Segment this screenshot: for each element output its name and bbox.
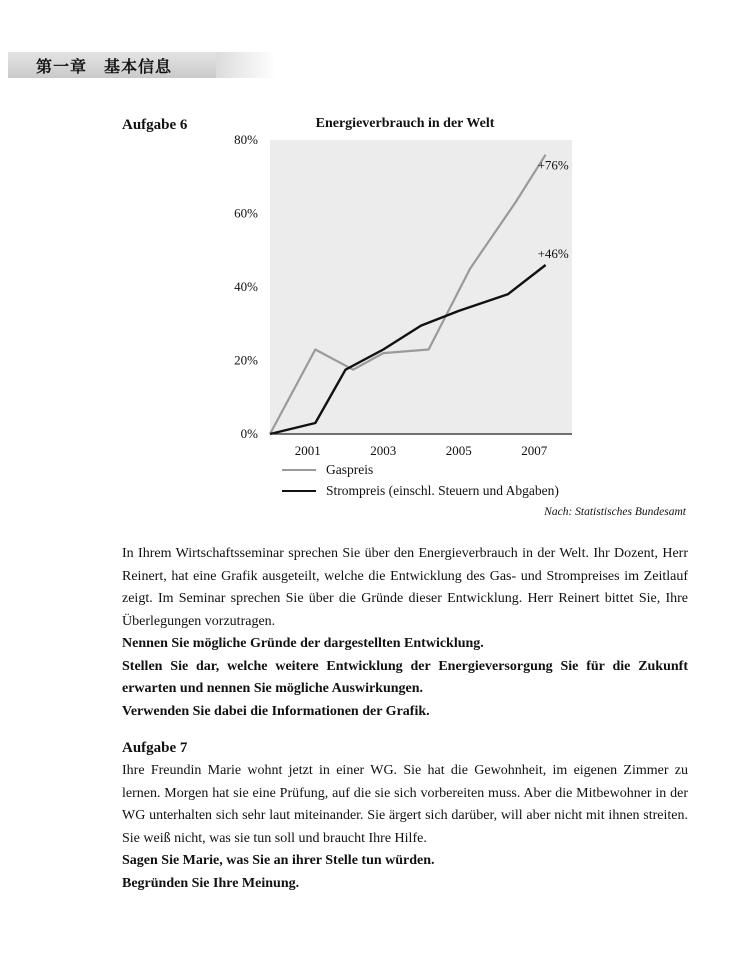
x-tick-label: 2001 bbox=[294, 443, 321, 458]
x-tick-label: 2005 bbox=[445, 443, 472, 458]
task-7-instruction-1: Sagen Sie Marie, was Sie an ihrer Stelle tun würden. bbox=[122, 853, 435, 868]
y-tick-label: 0% bbox=[240, 426, 258, 441]
chart-title: Energieverbrauch in der Welt bbox=[315, 116, 495, 131]
y-tick-label: 40% bbox=[234, 279, 258, 294]
chapter-title: 第一章 基本信息 bbox=[36, 57, 173, 76]
y-tick-label: 80% bbox=[234, 132, 258, 147]
task-7-intro: Ihre Freundin Marie wohnt jetzt in einer WG. Sie hat die Gewohnheit, im eigenen Zimmer zu lernen. Morgen hat sie eine Prüfung, auf die sie sich vorbereiten muss. Aber die Mitbewohner in der WG unterhalten sich sehr laut miteinander. Sie ärgert sich darüber, will aber nicht mit ihnen streiten. Sie weiß nicht, was sie tun soll und braucht Ihre Hilfe. bbox=[122, 763, 688, 846]
x-tick-label: 2003 bbox=[370, 443, 397, 458]
series-end-label: +46% bbox=[537, 245, 569, 261]
legend-label-gas: Gaspreis bbox=[326, 462, 374, 477]
chart-source: Nach: Statistisches Bundesamt bbox=[544, 506, 686, 518]
task-7-instruction-2: Begründen Sie Ihre Meinung. bbox=[122, 875, 300, 891]
y-tick-label: 20% bbox=[234, 352, 258, 368]
legend-swatch-gas bbox=[282, 469, 316, 471]
task-6-intro: In Ihrem Wirtschaftsseminar sprechen Sie über den Energieverbrauch in der Welt. Ihr Dozent, Herr Reinert, hat eine Grafik ausgeteilt, welche die Entwicklung des Gas- und Strompreises im Zeitlauf zeigt. Im Seminar sprechen Sie über die Gründe dieser Entwicklung. Herr Reinert bittet Sie, Ihre Überlegungen vorzutragen. bbox=[122, 546, 688, 629]
legend-item-electricity bbox=[282, 483, 559, 499]
energy-price-chart bbox=[220, 130, 590, 458]
chapter-header-fade bbox=[216, 52, 276, 78]
series-end-label: +76% bbox=[537, 157, 569, 173]
task-6-text bbox=[122, 543, 688, 723]
task-7-label: Aufgabe 7 bbox=[122, 740, 188, 756]
y-tick-label: 60% bbox=[234, 205, 258, 221]
x-tick-label: 2007 bbox=[521, 443, 548, 458]
task-6-instruction-2: Stellen Sie dar, welche weitere Entwicklung der Energieversorgung Sie für die Zukunft erwarten und nennen Sie mögliche Auswirkungen. bbox=[122, 658, 688, 696]
task-6-instruction-1: Nennen Sie mögliche Gründe der dargestellten Entwicklung. bbox=[122, 636, 484, 651]
legend-label-electricity: Strompreis (einschl. Steuern und Abgaben) bbox=[326, 483, 559, 498]
task-6-label: Aufgabe 6 bbox=[122, 117, 188, 133]
legend-item-gas bbox=[282, 462, 373, 478]
legend-swatch-electricity bbox=[282, 490, 316, 492]
task-7-text bbox=[122, 760, 688, 895]
task-6-instruction-3: Verwenden Sie dabei die Informationen der Grafik. bbox=[122, 703, 430, 719]
